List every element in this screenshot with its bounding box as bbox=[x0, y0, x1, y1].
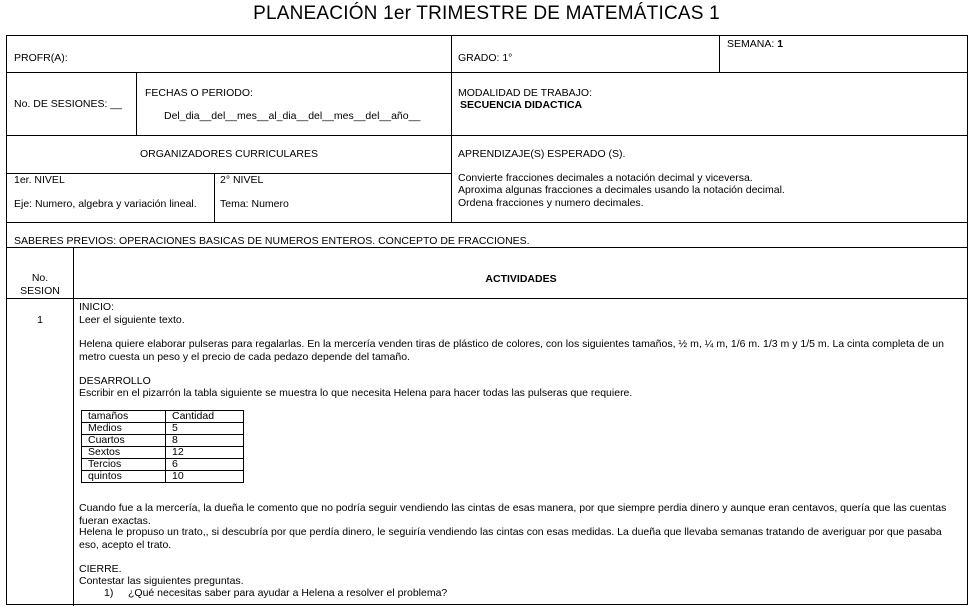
table-cell: quintos bbox=[82, 471, 166, 483]
table-cell: Medios bbox=[82, 423, 166, 435]
semana-field bbox=[727, 38, 783, 51]
table-header-cell: tamaños bbox=[82, 411, 166, 423]
row-divider bbox=[7, 298, 968, 299]
nivel1-value: Eje: Numero, algebra y variación lineal. bbox=[14, 198, 197, 210]
modalidad-value: SECUENCIA DIDACTICA bbox=[460, 99, 583, 111]
question-1-number: 1) bbox=[104, 587, 114, 599]
column-divider bbox=[136, 72, 137, 135]
session-number: 1 bbox=[37, 314, 43, 326]
question-1: ¿Qué necesitas saber para ayudar a Helena a resolver el problema? bbox=[128, 587, 448, 599]
row-divider bbox=[7, 72, 968, 73]
column-divider bbox=[719, 36, 720, 72]
table-header-row bbox=[82, 411, 244, 423]
table-cell: Sextos bbox=[82, 447, 166, 459]
desarrollo-instruction: Escribir en el pizarrón la tabla siguiente se muestra lo que necesita Helena para hacer todas las pulseras que requiere. bbox=[79, 387, 633, 399]
column-divider bbox=[73, 247, 74, 606]
row-divider bbox=[7, 135, 968, 136]
aprendizaje-item: Aproxima algunas fracciones a decimales usando la notación decimal. bbox=[458, 184, 785, 196]
table-cell: 10 bbox=[166, 471, 244, 483]
sesion-header bbox=[7, 272, 73, 297]
page-title: PLANEACIÓN 1er TRIMESTRE DE MATEMÁTICAS 1 bbox=[253, 3, 720, 24]
semana-value: 1 bbox=[777, 38, 784, 50]
nivel2-value: Tema: Numero bbox=[220, 198, 289, 210]
sesion-header-line1: No. bbox=[31, 272, 49, 284]
table-cell: 6 bbox=[166, 459, 244, 471]
table-header-cell: Cantidad bbox=[166, 411, 244, 423]
table-row bbox=[82, 471, 244, 483]
semana-label: SEMANA: bbox=[727, 38, 775, 50]
row-divider bbox=[7, 222, 968, 223]
paragraph-2: Helena le propuso un trato,, si descubría por que perdía dinero, le seguiría vendiendo las cintas con esas medidas. La dueña que llevaba semanas tratando de averiguar por que pasaba eso, acepto el trato. bbox=[79, 526, 942, 551]
planning-form bbox=[6, 35, 968, 605]
sesion-header-line2: SESION bbox=[20, 284, 60, 297]
organizadores-label: ORGANIZADORES CURRICULARES bbox=[140, 148, 318, 160]
nivel1-label: 1er. NIVEL bbox=[14, 174, 65, 186]
table-cell: 5 bbox=[166, 423, 244, 435]
aprendizaje-item: Convierte fracciones decimales a notación decimal y viceversa. bbox=[458, 172, 753, 184]
pulseras-table bbox=[81, 410, 244, 483]
profr-label: PROFR(A): bbox=[14, 52, 68, 64]
aprendizaje-item: Ordena fracciones y numero decimales. bbox=[458, 197, 644, 209]
inicio-instruction: Leer el siguiente texto. bbox=[79, 314, 185, 326]
column-divider bbox=[451, 36, 452, 222]
column-divider bbox=[214, 173, 215, 222]
table-cell: Tercios bbox=[82, 459, 166, 471]
fechas-label: FECHAS O PERIODO: bbox=[145, 87, 253, 99]
aprendizajes-label: APRENDIZAJE(S) ESPERADO (S). bbox=[458, 148, 626, 160]
sesiones-label: No. DE SESIONES: __ bbox=[14, 98, 122, 110]
actividades-header: ACTIVIDADES bbox=[485, 273, 557, 285]
story-text: Helena quiere elaborar pulseras para regalarlas. En la mercería venden tiras de plástico de colores, con los siguientes tamaños, ½ m, ¼ m, 1/6 m. 1/3 m y 1/5 m. La cinta completa de un metro cuesta un peso y el precio de cada pedazo depende del tamaño. bbox=[79, 338, 944, 363]
saberes-previos: SABERES PREVIOS: OPERACIONES BASICAS DE NUMEROS ENTEROS. CONCEPTO DE FRACCIONES. bbox=[14, 235, 530, 247]
cierre-instruction: Contestar las siguientes preguntas. bbox=[79, 575, 244, 587]
inicio-label: INICIO: bbox=[79, 301, 115, 313]
cierre-label: CIERRE. bbox=[79, 563, 122, 575]
table-row bbox=[82, 423, 244, 435]
desarrollo-label: DESARROLLO bbox=[79, 375, 151, 387]
table-cell: 8 bbox=[166, 435, 244, 447]
table-row bbox=[82, 447, 244, 459]
modalidad-label: MODALIDAD DE TRABAJO: bbox=[458, 87, 592, 99]
table-cell: Cuartos bbox=[82, 435, 166, 447]
table-cell: 12 bbox=[166, 447, 244, 459]
table-row bbox=[82, 435, 244, 447]
paragraph-1: Cuando fue a la mercería, la dueña le comento que no podría seguir vendiendo las cintas de esas manera, por que siempre perdia dinero y aunque eran centavos, quería que las cuentas fueran exactas. bbox=[79, 502, 947, 527]
table-row bbox=[82, 459, 244, 471]
fechas-value: Del_dia__del__mes__al_dia__del__mes__del__año__ bbox=[164, 110, 421, 122]
nivel2-label: 2° NIVEL bbox=[220, 174, 264, 186]
grado-label: GRADO: 1° bbox=[458, 52, 513, 64]
